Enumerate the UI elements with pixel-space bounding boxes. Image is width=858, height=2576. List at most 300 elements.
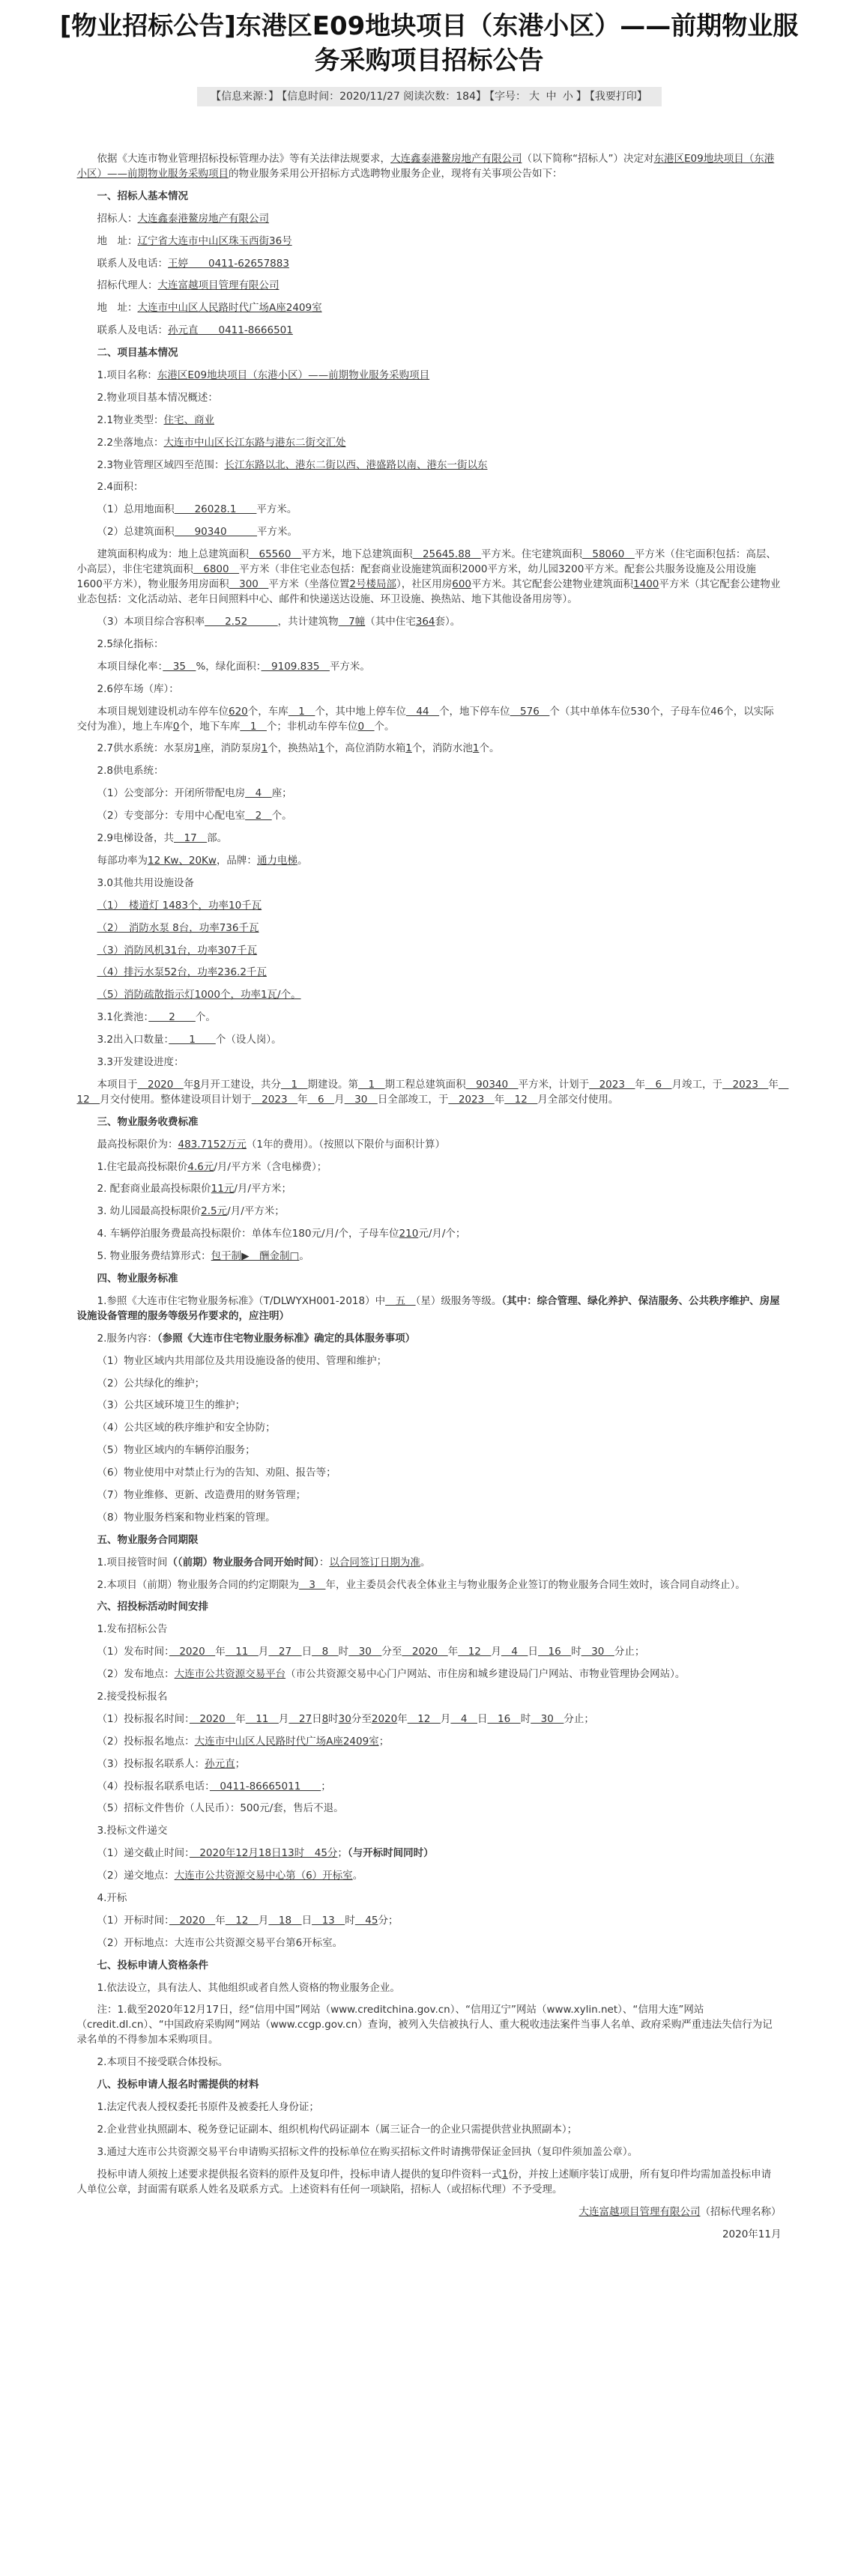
filled-value: 2023 — [722, 1078, 769, 1091]
filled-value: 4.6元 — [187, 1160, 214, 1173]
paragraph — [77, 390, 782, 405]
paragraph — [77, 1936, 782, 1951]
filled-value: 1 — [288, 705, 315, 718]
filled-value: 1 — [358, 1078, 385, 1091]
paragraph-text: 时 — [571, 1646, 581, 1658]
paragraph — [77, 1465, 782, 1480]
paragraph-text: （7）物业维修、更新、改造费用的财务管理； — [97, 1488, 306, 1501]
paragraph — [77, 256, 782, 271]
paragraph-text: 平方米。住宅建筑面积 — [480, 548, 582, 561]
paragraph-text: 份，并按上述顺序装订成册，所有复印件均需加盖投标申请人单位公章，封面需有联系人姓名及联系方式。上述资料有任何一项缺陷，招标人（或招标代理）不予受理。 — [76, 2168, 772, 2195]
paragraph — [77, 1115, 782, 1130]
filled-value: 包干制▶ 酬金制□ — [211, 1250, 300, 1263]
section-heading-text: 二、项目基本情况 — [97, 347, 178, 360]
paragraph — [77, 1981, 782, 1995]
section-heading-text: 五、物业服务合同期限 — [97, 1533, 199, 1546]
paragraph-text: 招标代理人： — [97, 279, 158, 292]
paragraph — [77, 278, 782, 293]
filled-value: 2号楼局部 — [349, 578, 396, 591]
filled-value: 7幢 — [338, 616, 366, 628]
paragraph — [77, 1712, 782, 1727]
filled-value: 90340 — [174, 526, 258, 539]
paragraph-text: （3）投标报名联系人： — [97, 1757, 205, 1770]
paragraph-text: 个，地下车库 — [179, 720, 241, 733]
filled-value: 大连鑫泰港鳌房地产有限公司 — [137, 212, 269, 225]
paragraph-text: 分止； — [614, 1646, 645, 1658]
paragraph-text: 1.项目名称： — [97, 369, 157, 382]
paragraph-text: 平方米（坐落位置 — [268, 578, 350, 591]
paragraph-text: 日 — [312, 1712, 322, 1725]
paragraph-text: /月/平方米； — [227, 1205, 285, 1218]
paragraph — [77, 323, 782, 338]
filled-value: 大连市公共资源交易平台 — [174, 1668, 286, 1681]
paragraph — [77, 1510, 782, 1525]
paragraph-text: 时 — [520, 1712, 531, 1725]
paragraph-text: 月开工建设，共分 — [199, 1078, 281, 1091]
paragraph — [77, 1578, 782, 1592]
filled-value: 6 — [307, 1093, 335, 1106]
section-heading-text: 七、投标申请人资格条件 — [97, 1959, 208, 1972]
filled-value: 12 — [76, 1078, 789, 1106]
filled-value: 五 — [385, 1294, 416, 1307]
paragraph-text: ），社区用房 — [396, 578, 453, 591]
info-time: 【信息时间：2020/11/27 阅读次数：184】 — [282, 91, 486, 103]
filled-value: 16 — [538, 1646, 572, 1658]
paragraph-text: 平方米。其它配套公建物业建筑面积 — [471, 578, 634, 591]
paragraph — [77, 2122, 782, 2137]
paragraph-text: 日 — [528, 1646, 538, 1658]
filled-value: 0411-86665011 — [209, 1780, 321, 1792]
paragraph-text: （4）投标报名联系电话： — [97, 1780, 210, 1792]
paragraph — [77, 1689, 782, 1704]
paragraph — [77, 1331, 782, 1346]
paragraph — [77, 479, 782, 494]
filled-value: 12 — [504, 1093, 538, 1106]
paragraph-text: （5）招标文件售价（人民币）：500元/套，售后不退。 — [97, 1802, 344, 1815]
paragraph-text: 元/月/个； — [418, 1228, 466, 1240]
filled-value: 0 — [172, 720, 180, 733]
paragraph-text: （2）递交地点： — [97, 1870, 175, 1882]
paragraph-text: 期工程总建筑面积 — [384, 1078, 466, 1091]
paragraph — [77, 1913, 782, 1928]
paragraph-text: 3.2出入口数量： — [97, 1034, 169, 1046]
paragraph-text: 个。 — [195, 1011, 216, 1024]
paragraph-text: 招标人： — [97, 212, 138, 225]
paragraph-text: （2）开标地点：大连市公共资源交易平台第6开标室。 — [97, 1936, 343, 1949]
filled-value: 大连市中山区长江东路与港东二街交汇处 — [163, 436, 346, 449]
paragraph-text: 1.住宅最高投标限价 — [97, 1160, 188, 1173]
filled-value: 8 — [321, 1712, 329, 1725]
filled-value: 1 — [472, 742, 480, 755]
filled-value: 27 — [268, 1646, 302, 1658]
filled-value: 6 — [644, 1078, 672, 1091]
paragraph — [77, 2002, 782, 2047]
paragraph-text: 年 — [447, 1646, 459, 1658]
paragraph-text: 年 — [397, 1712, 408, 1725]
filled-value: 1400 — [633, 578, 659, 591]
filled-value: 1 — [240, 720, 267, 733]
paragraph-text: 日 — [301, 1646, 312, 1658]
paragraph — [77, 1622, 782, 1637]
paragraph-text: 4.开标 — [97, 1892, 127, 1905]
paragraph — [77, 1294, 782, 1324]
filled-value: 11 — [245, 1712, 279, 1725]
paragraph-text: （4）公共区域的秩序维护和安全协防； — [97, 1422, 276, 1434]
paragraph-text: （2）公共绿化的维护； — [97, 1377, 205, 1389]
paragraph — [77, 1823, 782, 1838]
section-heading-text: 四、物业服务标准 — [97, 1272, 178, 1285]
paragraph — [77, 1010, 782, 1025]
paragraph — [77, 1376, 782, 1391]
filled-value: 大连市中山区人民路时代广场A座2409室 — [194, 1735, 379, 1748]
paragraph-text: （1）物业区域内共用部位及共用设施设备的使用、管理和维护； — [97, 1354, 387, 1367]
paragraph-text: %，绿化面积： — [196, 660, 262, 673]
filled-value: 4 — [501, 1646, 528, 1658]
filled-value: 16 — [487, 1712, 521, 1725]
paragraph-text: 分； — [378, 1914, 399, 1927]
paragraph-text: 月 — [258, 1646, 269, 1658]
paragraph-text: 平方米，地下总建筑面积 — [300, 548, 413, 561]
filled-value: 2020 — [137, 1078, 184, 1091]
paragraph-text: 年 — [215, 1646, 226, 1658]
signature-agent — [77, 2204, 782, 2219]
paragraph — [77, 1488, 782, 1503]
paragraph — [77, 1757, 782, 1772]
font-small-button[interactable]: 小 — [562, 91, 573, 103]
filled-value: 620 — [229, 705, 248, 718]
paragraph-text: 分至 — [351, 1712, 372, 1725]
filled-value: 2020 — [189, 1712, 236, 1725]
paragraph-text: （6）物业使用中对禁止行为的告知、劝阻、报告等； — [97, 1467, 336, 1479]
paragraph-text: （3）本项目综合容积率 — [97, 616, 205, 628]
paragraph — [77, 1204, 782, 1219]
paragraph-text: ，共计建筑物 — [277, 616, 339, 628]
paragraph — [77, 368, 782, 383]
paragraph-text: 平方米（其它配套公建物业业态包括：文化活动站、老年日间照料中心、邮件和快递送达设施、环卫设施、换热站、地下其他设备用房等）。 — [76, 578, 781, 606]
paragraph-text: 个（其中单体车位530个，子母车位46个，以实际交付为准），地上车库 — [76, 705, 774, 733]
paragraph-text: 2.4面积： — [97, 481, 144, 494]
paragraph — [77, 300, 782, 315]
signature-block — [77, 2204, 782, 2242]
paragraph-text: 本项目规划建设机动车停车位 — [97, 705, 229, 718]
filled-value: 300 — [229, 578, 269, 591]
paragraph — [77, 1032, 782, 1047]
paragraph-text: （3）公共区域环境卫生的维护； — [97, 1399, 246, 1412]
paragraph — [77, 2055, 782, 2070]
paragraph-text: （2）总建筑面积 — [97, 526, 175, 539]
paragraph — [77, 943, 782, 958]
font-large-button[interactable]: 大 — [528, 91, 540, 103]
paragraph-text: 个，换热站 — [268, 742, 318, 755]
filled-value: （1） 楼道灯 1483个，功率10千瓦 — [97, 899, 262, 912]
font-size-label: 【字号： — [489, 91, 526, 103]
paragraph — [77, 1055, 782, 1070]
paragraph — [77, 1181, 782, 1196]
paragraph — [77, 1555, 782, 1570]
paragraph — [77, 614, 782, 629]
paragraph-text: 个，消防水池 — [411, 742, 473, 755]
paragraph-text: 年 — [494, 1093, 505, 1106]
filled-value: 210 — [399, 1228, 419, 1240]
paragraph — [77, 876, 782, 891]
paragraph-text: 3. 幼儿园最高投标限价 — [97, 1205, 202, 1218]
paragraph-text: （1年的费用）。（按照以下限价与面积计算） — [246, 1138, 446, 1151]
paragraph-text: 时 — [338, 1646, 349, 1658]
paragraph — [77, 659, 782, 674]
paragraph — [77, 458, 782, 473]
paragraph — [77, 763, 782, 778]
paragraph — [77, 345, 782, 360]
filled-value: 27 — [288, 1712, 312, 1725]
paragraph-text: 月 — [491, 1646, 501, 1658]
paragraph-text: 年 — [215, 1914, 226, 1927]
filled-value: 2.52 — [205, 616, 278, 628]
paragraph-text: 2. 配套商业最高投标限价 — [97, 1183, 211, 1195]
paragraph-text: 1.发布招标公告 — [97, 1623, 168, 1636]
filled-value: 大连鑫泰港鳌房地产有限公司 — [390, 153, 522, 165]
filled-value: 以合同签订日期为准 — [329, 1556, 420, 1569]
filled-value: 2.5元 — [201, 1205, 228, 1218]
filled-value: 9109.835 — [261, 660, 330, 673]
paragraph-text: 年，业主委员会代表全体业主与物业服务企业签订的物业服务合同生效时，该合同自动终止）。 — [325, 1578, 746, 1591]
paragraph-text: 投标申请人须按上述要求提供报名资料的原件及复印件，投标申请人提供的复印件资料一式 — [97, 2168, 502, 2180]
paragraph-text: 平方米。 — [257, 526, 298, 539]
filled-value: 1 — [261, 742, 268, 755]
paragraph-text: （1）公变部分：开闭所带配电房 — [97, 787, 246, 800]
section-heading-text: 八、投标申请人报名时需提供的材料 — [97, 2079, 259, 2091]
paragraph — [77, 151, 782, 181]
filled-value: 3 — [298, 1578, 326, 1591]
filled-value: 4 — [245, 787, 272, 800]
paragraph — [77, 853, 782, 868]
paragraph-text: 个（设人岗）。 — [215, 1034, 282, 1046]
filled-value: 18 — [268, 1914, 302, 1927]
paragraph-text: ； — [378, 1735, 390, 1748]
paragraph-text: 部。 — [207, 832, 228, 845]
paragraph-text: （8）物业服务档案和物业档案的管理。 — [97, 1511, 276, 1524]
print-button[interactable]: 【我要打印】 — [589, 91, 647, 103]
filled-value: 12 — [458, 1646, 492, 1658]
filled-value: 44 — [405, 705, 440, 718]
section-heading-text: 三、物业服务收费标准 — [97, 1115, 199, 1128]
paragraph-text: 2.9电梯设备，共 — [97, 832, 174, 845]
paragraph-text: 3.通过大连市公共资源交易平台申请购买招标文件的投标单位在购买招标文件时请携带保证金回执（复印件须加盖公章）。 — [97, 2145, 638, 2158]
filled-value: 0 — [357, 720, 375, 733]
filled-value: 通力电梯 — [256, 854, 297, 867]
filled-value: 2020 — [371, 1712, 398, 1725]
filled-value: （5）消防疏散指示灯1000个，功率1瓦/个。 — [97, 989, 301, 1001]
article-meta-bar — [197, 87, 662, 106]
paragraph-text: 座，消防泵房 — [200, 742, 262, 755]
filled-value: 王婷 0411-62657883 — [168, 257, 289, 270]
paragraph-text: 。 — [299, 1250, 309, 1263]
paragraph — [77, 2100, 782, 2115]
paragraph-text: 本项目绿化率： — [97, 660, 163, 673]
paragraph-text: /月/平方米； — [234, 1183, 291, 1195]
section-heading-text: 六、招投标活动时间安排 — [97, 1601, 208, 1613]
filled-value: 13 — [312, 1914, 345, 1927]
paragraph-text: 2.1物业类型： — [97, 413, 164, 426]
paragraph — [77, 1226, 782, 1241]
paragraph — [77, 1443, 782, 1458]
paragraph — [77, 1644, 782, 1659]
paragraph — [77, 1354, 782, 1369]
paragraph-text: 平方米。 — [256, 503, 297, 516]
filled-value: 30 — [581, 1646, 614, 1658]
paragraph-text: 2.接受投标报名 — [97, 1691, 168, 1703]
paragraph-text: 3.3开发建设进度： — [97, 1055, 184, 1068]
paragraph — [77, 502, 782, 517]
paragraph-text: （5）物业区域内的车辆停泊服务； — [97, 1444, 256, 1457]
paragraph-text: 月全部交付使用。 — [537, 1093, 619, 1106]
paragraph — [77, 1868, 782, 1883]
paragraph-text: （1）递交截止时间： — [97, 1847, 190, 1860]
paragraph-text: 分至 — [381, 1646, 402, 1658]
filled-value: 30 — [531, 1712, 564, 1725]
filled-value: 住宅、商业 — [163, 413, 214, 426]
paragraph-text: 个，车库 — [247, 705, 288, 718]
paragraph-text: 个，地下停车位 — [439, 705, 510, 718]
paragraph — [77, 1271, 782, 1286]
paragraph-text: 每部功率为 — [97, 854, 148, 867]
filled-value: （3）消防风机31台，功率307千瓦 — [97, 944, 258, 957]
paragraph-text: （2）发布地点： — [97, 1668, 175, 1681]
paragraph-text: 月 — [258, 1914, 269, 1927]
filled-value: 2020 — [169, 1646, 216, 1658]
paragraph — [77, 2145, 782, 2160]
paragraph-text: 2.本项目（前期）物业服务合同的约定期限为 — [97, 1578, 299, 1591]
filled-value: 2 — [245, 810, 272, 822]
filled-value: 2023 — [589, 1078, 635, 1091]
paragraph — [77, 524, 782, 539]
paragraph-text: 座； — [271, 787, 292, 800]
filled-value: 12 Kw、20Kw — [148, 854, 217, 867]
filled-value: 辽宁省大连市中山区珠玉西街36号 — [137, 234, 292, 247]
paragraph-text: 。 — [297, 854, 308, 867]
agent-suffix: （招标代理名称） — [700, 2205, 782, 2218]
paragraph-text: 月交付使用。整体建设项目计划于 — [100, 1093, 252, 1106]
font-size-suffix: 】 — [575, 91, 587, 103]
paragraph-text: 2.7供水系统：水泵房 — [97, 742, 194, 755]
paragraph — [77, 637, 782, 652]
paragraph — [77, 435, 782, 450]
paragraph — [77, 1137, 782, 1152]
filled-value: 90340 — [465, 1078, 519, 1091]
paragraph-text: 2.5绿化指标： — [97, 637, 164, 650]
filled-value: 483.7152万元 — [178, 1138, 247, 1151]
filled-value: 2020 — [402, 1646, 448, 1658]
paragraph — [77, 786, 782, 801]
paragraph-text: 平方米（非住宅业态包括：配套商业设施建筑面积2000平方米，幼儿园3200平方米。配套公共服务设施及公用设施1600平方米），物业服务用房面积 — [76, 563, 756, 591]
filled-value: 孙元直 — [205, 1757, 235, 1770]
paragraph — [77, 211, 782, 226]
paragraph — [77, 1779, 782, 1794]
paragraph-text: 1.项目接管时间 — [97, 1556, 168, 1569]
filled-value: 364 — [415, 616, 435, 628]
paragraph-text: 个。 — [374, 720, 395, 733]
filled-value: 2023 — [251, 1093, 298, 1106]
paragraph-text: 的物业服务采用公开招标方式选聘物业服务企业，现将有关事项公告如下： — [229, 168, 563, 180]
filled-value: 东港区E09地块项目（东港小区）——前期物业服务采购项目 — [76, 153, 775, 180]
paragraph-text: （1）开标时间： — [97, 1914, 169, 1927]
paragraph-text: 年 — [297, 1093, 308, 1106]
filled-value: 11元 — [211, 1183, 235, 1195]
paragraph-text: 1.依法设立，具有法人、其他组织或者自然人资格的物业服务企业。 — [97, 1981, 400, 1994]
paragraph-text: 2.2坐落地点： — [97, 436, 164, 449]
paragraph-text: 日全部竣工，于 — [377, 1093, 449, 1106]
paragraph-text: （星）级服务等级。 — [415, 1294, 502, 1307]
paragraph-text: 个，其中地上停车位 — [315, 705, 406, 718]
section-heading-text: 一、招标人基本情况 — [97, 190, 188, 202]
paragraph-text: （1）发布时间： — [97, 1646, 169, 1658]
paragraph-text: ； — [337, 1847, 348, 1860]
filled-value: 11 — [225, 1646, 259, 1658]
font-medium-button[interactable]: 中 — [546, 91, 557, 103]
filled-value: 大连富越项目管理有限公司 — [157, 279, 280, 292]
filled-value: 4 — [450, 1712, 477, 1725]
paragraph — [77, 2167, 782, 2197]
paragraph-text: 2.8供电系统： — [97, 765, 164, 778]
paragraph — [77, 741, 782, 756]
paragraph — [77, 808, 782, 823]
filled-value: 2020 — [169, 1914, 216, 1927]
paragraph-text: 4. 车辆停泊服务费最高投标限价：单体车位180元/月/个，子母车位 — [97, 1228, 399, 1240]
paragraph-text: 联系人及电话： — [97, 257, 168, 270]
paragraph-text: 2.物业项目基本情况概述： — [97, 391, 218, 404]
paragraph — [77, 2077, 782, 2092]
filled-value: 6800 — [193, 563, 240, 576]
paragraph-text: 套）。 — [435, 616, 461, 628]
paragraph-text: 个。 — [271, 810, 292, 822]
paragraph-text: 月竣工，于 — [671, 1078, 723, 1091]
paragraph-text: 注：1.截至2020年12月17日，经“信用中国”网站（www.creditchina.gov.cn）、“信用辽宁”网站（www.xylin.net）、“信用大连”网站（credit.dl.cn）、“中国政府采购网”网站（www.ccgp.gov.cn）查询，被列入失信被执行人、重大税收违法案件当事人名单、政府采购严重违法失信行为记录名单的不得参加本采购项目。 — [76, 2004, 773, 2046]
paragraph — [77, 987, 782, 1002]
paragraph — [77, 898, 782, 913]
paragraph-text: （市公共资源交易中心门户网站、市住房和城乡建设局门户网站、市物业管理协会网站）。 — [286, 1668, 686, 1681]
paragraph — [77, 1249, 782, 1264]
paragraph — [77, 1420, 782, 1435]
paragraph — [77, 831, 782, 846]
paragraph — [77, 965, 782, 980]
paragraph-text: 3.0其他共用设施设备 — [97, 876, 194, 889]
paragraph-text: ： — [318, 1556, 330, 1569]
paragraph-text: 月 — [334, 1093, 345, 1106]
paragraph-text: 1.法定代表人授权委托书原件及被委托人身份证； — [97, 2101, 319, 2114]
paragraph — [77, 1533, 782, 1548]
paragraph-text: 个。 — [479, 742, 500, 755]
filled-value: 东港区E09地块项目（东港小区）——前期物业服务采购项目 — [157, 369, 430, 382]
paragraph-text: 。 — [420, 1556, 431, 1569]
filled-value: 2020年12月18日13时 45分 — [189, 1847, 338, 1860]
paragraph — [77, 189, 782, 204]
filled-value: 30 — [344, 1093, 378, 1106]
filled-value: 8 — [312, 1646, 339, 1658]
paragraph-text: 时 — [328, 1712, 339, 1725]
paragraph-text: 分止； — [564, 1712, 594, 1725]
filled-value: 30 — [338, 1712, 351, 1725]
section-heading-text: （与开标时间同时） — [347, 1847, 434, 1860]
paragraph-text: 。 — [352, 1870, 363, 1882]
paragraph-text: 联系人及电话： — [97, 324, 168, 337]
filled-value: 1 — [280, 1078, 308, 1091]
filled-value: 2 — [148, 1011, 196, 1024]
section-heading-text: （其中：综合管理、绿化养护、保洁服务、公共秩序维护、房屋设施设备管理的服务等级另作要求的，应注明） — [76, 1294, 780, 1322]
paragraph-text: 年 — [183, 1078, 194, 1091]
paragraph — [76, 1077, 789, 1107]
filled-value: 45 — [354, 1914, 378, 1927]
paragraph-text: 日 — [301, 1914, 312, 1927]
paragraph — [77, 1958, 782, 1973]
